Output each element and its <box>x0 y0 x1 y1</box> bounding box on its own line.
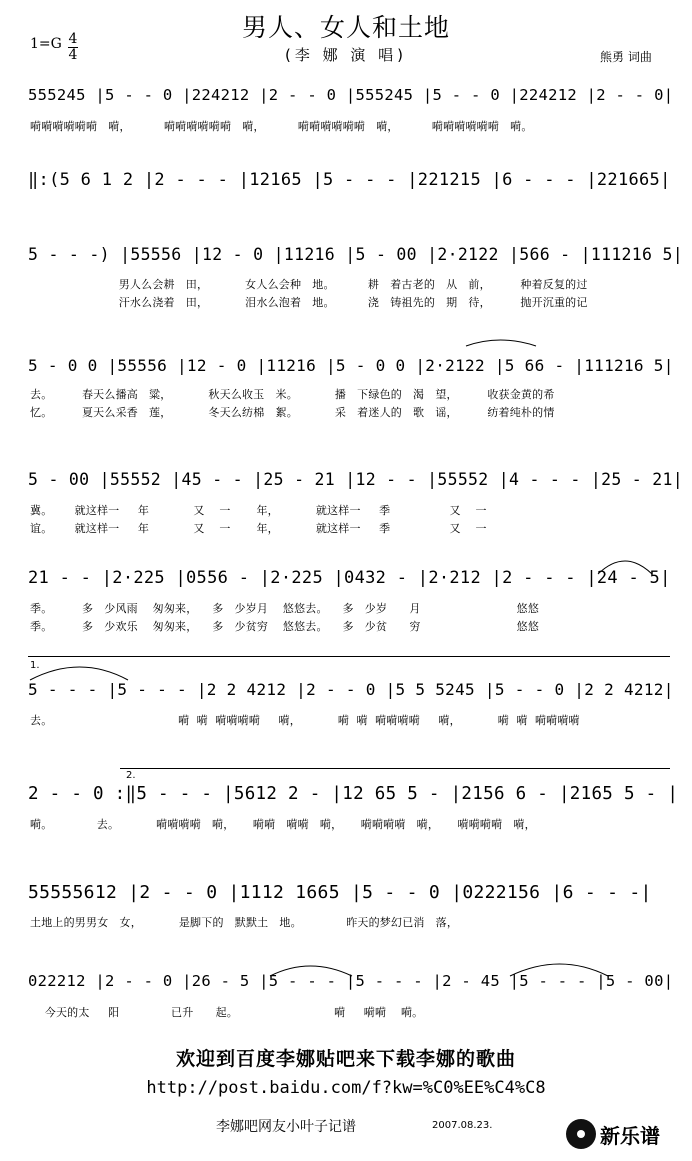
time-signature-top: 4 <box>68 31 78 47</box>
notation-line-5: 5 - 00 |55552 |45 - - |25 - 21 |12 - - |55552 |4 - - - |25 - 21| <box>28 470 683 489</box>
site-logo <box>566 1116 660 1152</box>
key-signature: 1=G <box>30 36 62 52</box>
lyric-line-7a: 去。 嗬 嗬 嗬嗬嗬嗬 嗬， 嗬 嗬 嗬嗬嗬嗬 嗬， 嗬 嗬 嗬嗬嗬嗬 <box>30 714 580 727</box>
lyric-line-5b: 谊。 就这样一 年 又 一 年， 就这样一 季 又 一 <box>30 522 487 535</box>
notation-line-2: ‖:(5 6 1 2 |2 - - - |12165 |5 - - - |221215 |6 - - - |221665| <box>28 170 671 190</box>
time-signature-bottom: 4 <box>68 47 78 63</box>
lyric-line-3a: 男人么会耕 田， 女人么会种 地。 耕 着古老的 从 前， 种着反复的过 <box>30 278 588 291</box>
lyric-line-4b: 忆。 夏天么采香 莲， 冬天么纺棉 絮。 采 着迷人的 歌 谣， 纺着纯朴的情 <box>30 406 555 419</box>
notation-line-10: 022212 |2 - - 0 |26 - 5 |5 - - - |5 - - - |2 - 45 |5 - - - |5 - 00| <box>28 972 674 990</box>
promo-banner: 欢迎到百度李娜贴吧来下载李娜的歌曲 <box>175 1048 516 1070</box>
forum-url: http://post.baidu.com/f?kw=%C0%EE%C4%C8 <box>146 1078 546 1098</box>
composer-credit: 熊勇 词曲 <box>600 50 652 64</box>
recorder-credit: 李娜吧网友小叶子记谱 <box>216 1119 356 1135</box>
notation-line-4: 5 - 0 0 |55556 |12 - 0 |11216 |5 - 0 0 |2·2122 |5 66 - |111216 5| <box>28 356 674 375</box>
notation-line-9: 55555612 |2 - - 0 |1112 1665 |5 - - 0 |0222156 |6 - - -| <box>28 882 652 903</box>
disc-icon <box>566 1119 596 1149</box>
lyric-line-4a: 去。 春天么播高 粱， 秋天么收玉 米。 播 下绿色的 渴 望， 收获金黄的希 <box>30 388 555 401</box>
lyric-line-1a: 嗬嗬嗬嗬嗬嗬 嗬， 嗬嗬嗬嗬嗬嗬 嗬， 嗬嗬嗬嗬嗬嗬 嗬， 嗬嗬嗬嗬嗬嗬 嗬。 <box>30 120 533 133</box>
notation-line-3: 5 - - -) |55556 |12 - 0 |11216 |5 - 00 |2·2122 |566 - |111216 5| <box>28 245 683 264</box>
lyric-line-9a: 土地上的男男女 女， 是脚下的 默默土 地。 昨天的梦幻已消 落， <box>30 916 459 929</box>
notation-line-6: 21 - - |2·225 |0556 - |2·225 |0432 - |2·212 |2 - - - |24 - 5| <box>28 568 671 588</box>
lyric-line-6b: 季。 多 少欢乐 匆匆来， 多 少贫穷 悠悠去。 多 少贫 穷 悠悠 <box>30 620 540 633</box>
notation-line-8: 2 - - 0 :‖5 - - - |5612 2 - |12 65 5 - |2156 6 - |2165 5 - | <box>28 784 679 804</box>
record-date: 2007.08.23. <box>432 1120 493 1131</box>
lyric-line-6a: 季。 多 少风雨 匆匆来， 多 少岁月 悠悠去。 多 少岁 月 悠悠 <box>30 602 540 615</box>
lyric-line-3b: 汗水么浇着 田， 泪水么泡着 地。 浇 铸祖先的 期 待， 抛开沉重的记 <box>30 296 588 309</box>
song-title: 男人、女人和土地 <box>241 13 450 42</box>
lyric-line-8a: 嗬。 去。 嗬嗬嗬嗬 嗬， 嗬嗬 嗬嗬 嗬， 嗬嗬嗬嗬 嗬， 嗬嗬嗬嗬 嗬， <box>30 818 536 831</box>
lyric-line-10a: 今天的太 阳 已升 起。 嗬 嗬嗬 嗬。 <box>30 1006 424 1019</box>
singer-line: (李 娜 演 唱) <box>284 46 407 64</box>
volta-2-label: 2. <box>126 770 136 781</box>
logo-text: 新乐谱 <box>600 1123 660 1148</box>
notation-line-1: 555245 |5 - - 0 |224212 |2 - - 0 |555245 |5 - - 0 |224212 |2 - - 0| <box>28 86 674 104</box>
lyric-line-5a: 冀。 就这样一 年 又 一 年， 就这样一 季 又 一 <box>30 504 487 517</box>
volta-1-label: 1. <box>30 660 40 671</box>
notation-line-7: 5 - - - |5 - - - |2 2 4212 |2 - - 0 |5 5 5245 |5 - - 0 |2 2 4212| <box>28 680 674 699</box>
